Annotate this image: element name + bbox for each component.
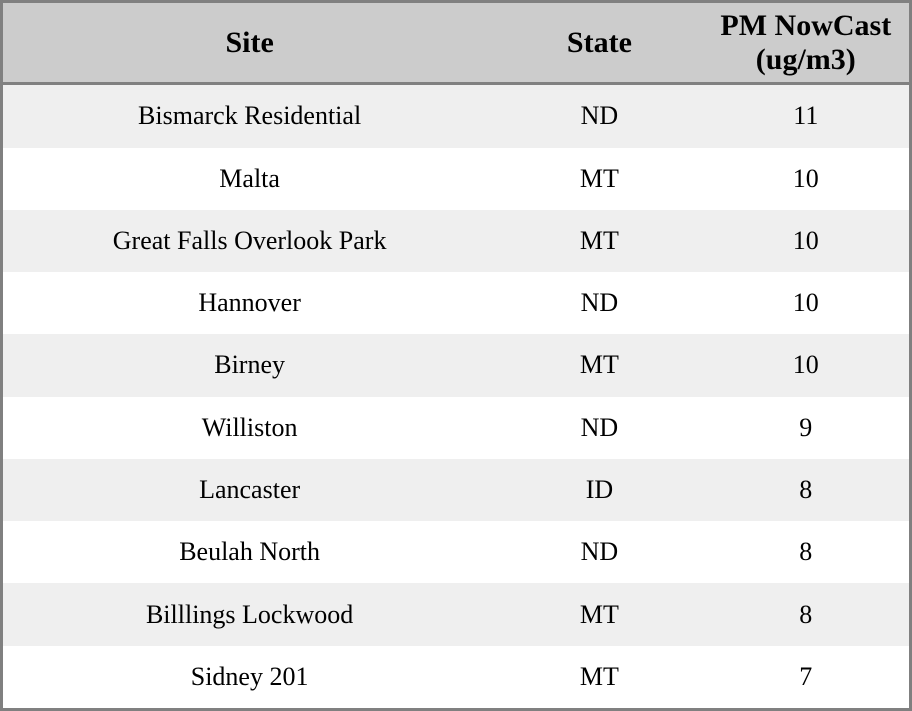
table-row (3, 272, 909, 334)
cell-pm: 7 (703, 646, 909, 708)
cell-state: ND (496, 397, 702, 459)
cell-pm: 10 (703, 272, 909, 334)
cell-site: Billlings Lockwood (3, 583, 496, 645)
table-row (3, 334, 909, 396)
table-row (3, 397, 909, 459)
cell-state: MT (496, 646, 702, 708)
column-header-state: State (496, 3, 702, 84)
column-header-pm-nowcast: PM NowCast (ug/m3) (703, 3, 909, 84)
column-header-site: Site (3, 3, 496, 84)
cell-pm: 8 (703, 521, 909, 583)
cell-site: Birney (3, 334, 496, 396)
cell-site: Bismarck Residential (3, 84, 496, 148)
cell-state: ND (496, 521, 702, 583)
cell-state: MT (496, 148, 702, 210)
table-body (3, 84, 909, 708)
cell-pm: 9 (703, 397, 909, 459)
table-row (3, 84, 909, 148)
cell-site: Great Falls Overlook Park (3, 210, 496, 272)
cell-site: Williston (3, 397, 496, 459)
cell-pm: 11 (703, 84, 909, 148)
table-row (3, 148, 909, 210)
cell-pm: 8 (703, 583, 909, 645)
cell-state: ND (496, 84, 702, 148)
cell-state: MT (496, 210, 702, 272)
cell-site: Malta (3, 148, 496, 210)
table-row (3, 646, 909, 708)
cell-pm: 10 (703, 210, 909, 272)
cell-pm: 10 (703, 334, 909, 396)
table-row (3, 210, 909, 272)
cell-site: Hannover (3, 272, 496, 334)
pm-nowcast-table (3, 3, 909, 708)
cell-site: Beulah North (3, 521, 496, 583)
table-row (3, 583, 909, 645)
table-header-row (3, 3, 909, 84)
cell-state: ND (496, 272, 702, 334)
cell-pm: 8 (703, 459, 909, 521)
cell-site: Sidney 201 (3, 646, 496, 708)
cell-state: ID (496, 459, 702, 521)
cell-state: MT (496, 334, 702, 396)
table-row (3, 521, 909, 583)
cell-site: Lancaster (3, 459, 496, 521)
cell-state: MT (496, 583, 702, 645)
table-row (3, 459, 909, 521)
cell-pm: 10 (703, 148, 909, 210)
table-header (3, 3, 909, 84)
